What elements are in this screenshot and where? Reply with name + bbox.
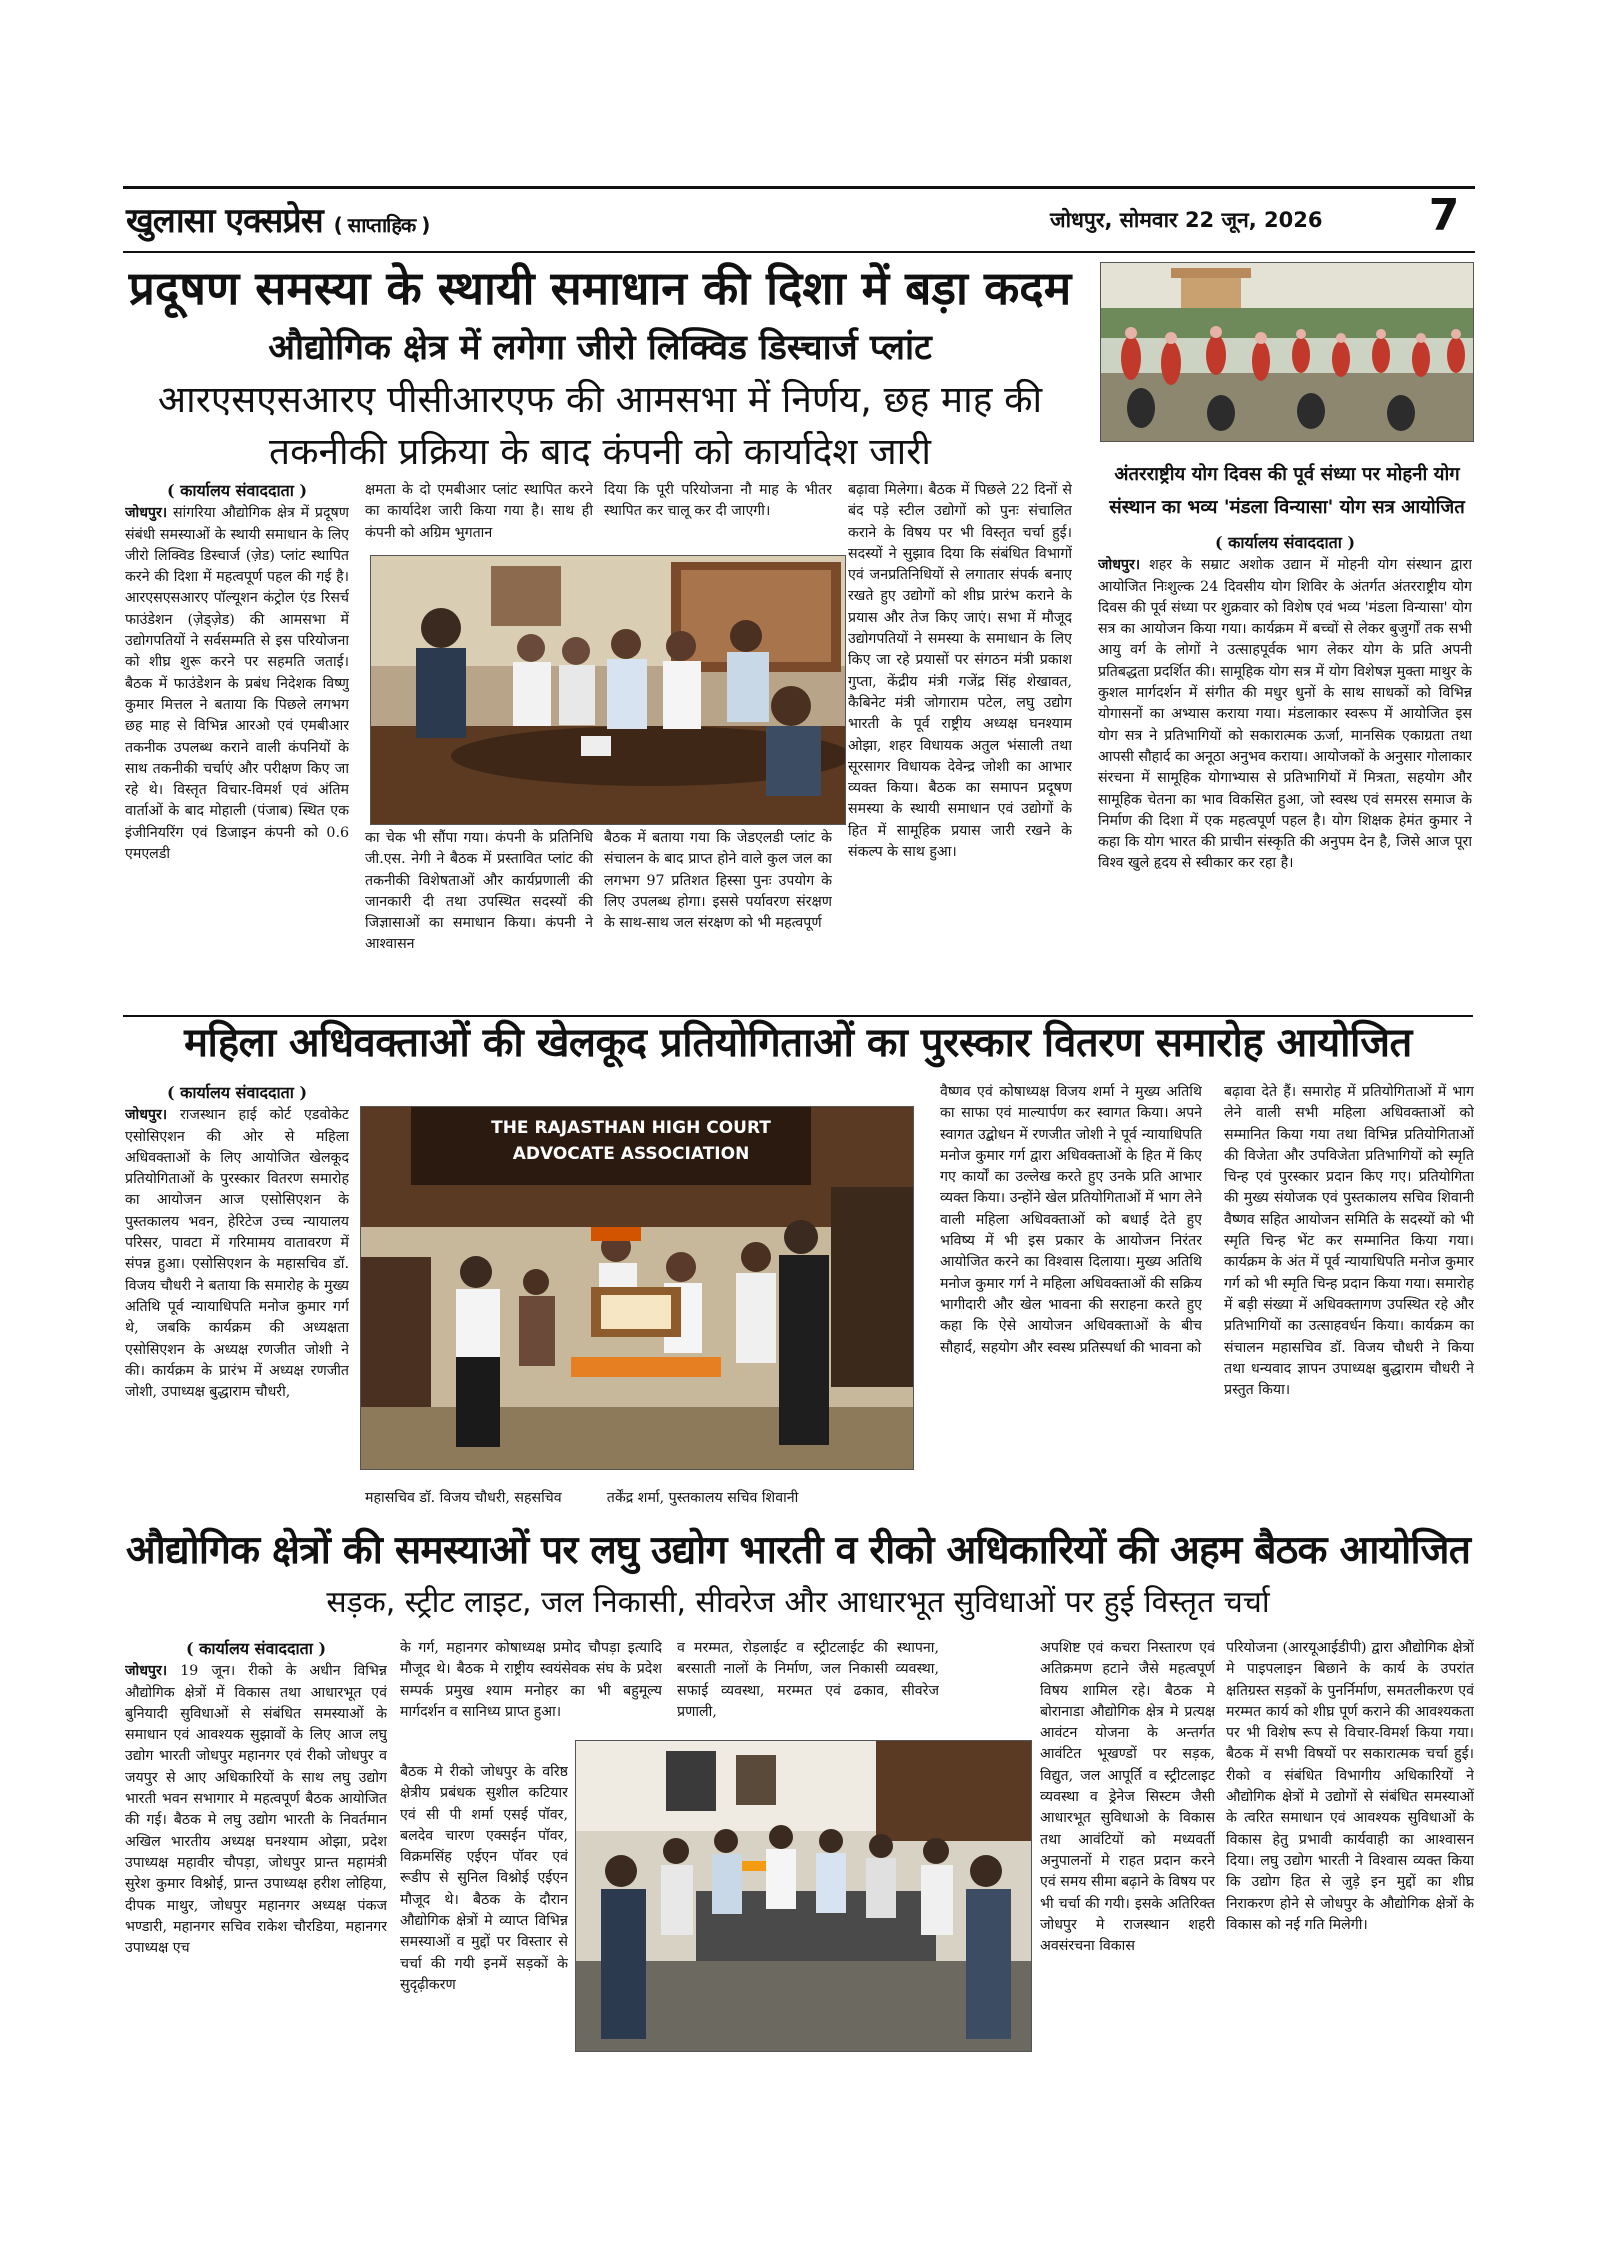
story3-byline: ( कार्यालय संवाददाता ) bbox=[166, 1083, 308, 1102]
photo-banner-line-2: ADVOCATE ASSOCIATION bbox=[512, 1144, 750, 1164]
story1-subheadline-1: औद्योगिक क्षेत्र में लगेगा जीरो लिक्विड डिस्चार्ज प्लांट bbox=[268, 328, 932, 368]
story2-body bbox=[1098, 532, 1472, 964]
story3-column-5: बढ़ावा देते हैं। समारोह में प्रतियोगिताओं में भाग लेने वाली सभी महिला अधिवक्ताओं को सम्मानित किया गया तथा विभिन्न प्रतियोगिताओं की विजेता और उपविजेता प्रतिभागियों को स्मृति चिन्ह एवं पुरस्कार प्रदान किए गए। प्रतियोगिता की मुख्य संयोजक एवं पुस्तकालय सचिव शिवानी वैष्णव सहित आयोजन समिति के सदस्यों को भी स्मृति चिन्ह भेंट कर सम्मानित किया गया। कार्यक्रम के अंत में पूर्व न्यायाधिपति मनोज कुमार गर्ग को भी स्मृति चिन्ह प्रदान किया गया। समारोह में बड़ी संख्या में अधिवक्तागण उपस्थित रहे और प्रतिभागियों का उत्साहवर्धन किया। कार्यक्रम का संचालन महासचिव डॉ. विजय चौधरी ने किया तथा धन्यवाद ज्ञापन उपाध्यक्ष बुद्धाराम चौधरी ने प्रस्तुत किया। bbox=[1224, 1084, 1474, 1399]
dateline: जोधपुर, सोमवार 22 जून, 2026 bbox=[1050, 208, 1323, 232]
paper-name: खुलासा एक्सप्रेस bbox=[126, 201, 323, 241]
yoga-photo-illustration bbox=[1101, 263, 1473, 441]
yoga-caption bbox=[1098, 458, 1476, 524]
story4-column-3-top: व मरम्मत, रोड़लाईट व स्ट्रीटलाईट की स्थापना, बरसाती नालों के निर्माण, जल निकासी व्यवस्था, सफाई व्यवस्था, मरम्मत एवं ढकाव, सीवरेज प्रणाली, bbox=[677, 1640, 939, 1720]
story1-col1-text: सांगरिया औद्योगिक क्षेत्र में प्रदूषण संबंधी समस्याओं के स्थायी समाधान के लिए जीरो लिक्विड डिस्चार्ज (ज़ेड) प्लांट स्थापित करने की दिशा में महत्वपूर्ण पहल की गई है। आरएसएसआरए पॉल्यूशन कंट्रोल एंड रिसर्च फाउंडेशन (ज़ेड्ज़ेड) की आमसभा में उद्योगपतियों ने सर्वसम्मति से इस परियोजना को शीघ्र शुरू करने पर सहमति जताई। बैठक में फाउंडेशन के प्रबंध निदेशक विष्णु कुमार मित्तल ने बताया कि पिछले लगभग छह माह से विभिन्न आरओ एवं एमबीआर तकनीक उपलब्ध कराने वाली कंपनियों के साथ तकनीकी चर्चाएं और परीक्षण किए जा रहे थे। विस्तृत विचार-विमर्श एवं अंतिम वार्ताओं के बाद मोहाली (पंजाब) स्थित एक इंजीनियरिंग एवं डिजाइन कंपनी को 0.6 एमएलडी bbox=[125, 505, 349, 863]
story1-column-4: बढ़ावा मिलेगा। बैठक में पिछले 22 दिनों से बंद पड़े स्टील उद्योगों को पुनः संचालित कराने के विषय पर भी विस्तृत चर्चा हुई। सदस्यों ने सुझाव दिया कि संबंधित विभागों एवं जनप्रतिनिधियों से लगातार संपर्क बनाए रखते हुए उद्योगों को शीघ्र प्रारंभ कराने के प्रयास और तेज किए जाएं। सभा में मौजूद उद्योगपतियों ने समस्या के समाधान के लिए किए जा रहे प्रयासों पर संगठन मंत्री प्रकाश गुप्ता, केंद्रीय मंत्री गजेंद्र सिंह शेखावत, कैबिनेट मंत्री जोगाराम पटेल, लघु उद्योग भारती के पूर्व राष्ट्रीय अध्यक्ष घनश्याम ओझा, शहर विधायक अतुल भंसाली तथा सूरसागर विधायक देवेन्द्र जोशी का आभार व्यक्त किया। बैठक का समापन प्रदूषण समस्या के स्थायी समाधान एवं उद्योगों के हित में सामूहिक प्रयास जारी रखने के संकल्प के साथ हुआ। bbox=[848, 482, 1072, 861]
story3-column-1 bbox=[125, 1082, 349, 1514]
story4-subheadline: सड़क, स्ट्रीट लाइट, जल निकासी, सीवरेज और आधारभूत सुविधाओं पर हुई विस्तृत चर्चा bbox=[326, 1585, 1270, 1620]
story3-col1-text: राजस्थान हाई कोर्ट एडवोकेट एसोसिएशन की ओर से महिला अधिवक्ताओं के लिए आयोजित खेलकूद प्रतियोगिताओं के पुरस्कार वितरण समारोह का आयोजन आज एसोसिएशन के पुस्तकालय भवन, हेरिटेज उच्च न्यायालय परिसर, पावटा में गरिमामय वातावरण में संपन्न हुआ। एसोसिएशन के महासचिव डॉ. विजय चौधरी ने बताया कि समारोह के मुख्य अतिथि पूर्व न्यायाधिपति मनोज कुमार गर्ग थे, जबकि कार्यक्रम की अध्यक्षता एसोसिएशन के अध्यक्ष रणजीत जोशी ने की। कार्यक्रम के प्रारंभ में अध्यक्ष रणजीत जोशी, उपाध्यक्ष बुद्धाराम चौधरी, bbox=[125, 1107, 349, 1401]
story4-column-1 bbox=[125, 1638, 387, 2044]
masthead-title bbox=[126, 196, 429, 242]
story4-headline: औद्योगिक क्षेत्रों की समस्याओं पर लघु उद्योग भारती व रीको अधिकारियों की अहम बैठक आयोजित bbox=[125, 1528, 1471, 1573]
meeting-photo-illustration bbox=[371, 556, 845, 824]
photo-banner-line-1: THE RAJASTHAN HIGH COURT bbox=[491, 1118, 771, 1138]
story1-column-2-bottom: का चेक भी सौंपा गया। कंपनी के प्रतिनिधि जी.एस. नेगी ने बैठक में प्रस्तावित प्लांट की तकनीकी विशेषताओं और कार्यप्रणाली की जानकारी दी तथा उपस्थित सदस्यों की जिज्ञासाओं का समाधान किया। कंपनी ने आश्वासन bbox=[365, 830, 593, 953]
yoga-caption-line-1: अंतरराष्ट्रीय योग दिवस की पूर्व संध्या पर मोहनी योग bbox=[1114, 464, 1460, 485]
story4-column-2-bottom: बैठक मे रीको जोधपुर के वरिष्ठ क्षेत्रीय प्रबंधक सुशील कटियार एवं सी पी शर्मा एसई पॉवर, बलदेव चारण एक्सईन पॉवर, विक्रमसिंह एईएन पॉवर एवं रूडीप से सुनिल विश्नोई एईएन मौजूद थे। बैठक के दौरान औद्योगिक क्षेत्रों मे व्याप्त विभिन्न समस्याओं व मुद्दों पर विस्तार से चर्चा की गयी इनमें सड़कों के सुदृढ़ीकरण bbox=[400, 1764, 568, 1993]
story4-place: जोधपुर। bbox=[125, 1663, 168, 1680]
story3-headline: महिला अधिवक्ताओं की खेलकूद प्रतियोगिताओं का पुरस्कार वितरण समारोह आयोजित bbox=[184, 1020, 1412, 1066]
yoga-caption-line-2: संस्थान का भव्य 'मंडला विन्यासा' योग सत्र आयोजित bbox=[1109, 497, 1465, 518]
story4-byline: ( कार्यालय संवाददाता ) bbox=[185, 1639, 327, 1658]
story2-body-text: शहर के सम्राट अशोक उद्यान में मोहनी योग संस्थान द्वारा आयोजित निःशुल्क 24 दिवसीय योग शिविर के अंतर्गत अंतरराष्ट्रीय योग दिवस की पूर्व संध्या पर शुक्रवार को विशेष एवं भव्य 'मंडला विन्यासा' योग सत्र का आयोजन किया गया। कार्यक्रम में बच्चों से लेकर बुजुर्गों तक सभी आयु वर्ग के लोगों ने उत्साहपूर्वक भाग लेकर योग के प्रति अपनी प्रतिबद्धता प्रदर्शित की। सामूहिक योग सत्र में योग विशेषज्ञ मुक्ता माथुर के कुशल मार्गदर्शन में संगीत की मधुर धुनों के साथ साधकों को विभिन्न योगासनों का अभ्यास कराया गया। मंडलाकार स्वरूप में आयोजित इस योग सत्र ने प्रतिभागियों को सकारात्मक ऊर्जा, मानसिक एकाग्रता तथा आपसी सौहार्द का अनूठा अनुभव कराया। आयोजकों के अनुसार गोलाकार संरचना में सामूहिक योगाभ्यास से प्रतिभागियों में मित्रता, सहयोग और सामूहिक चेतना का भाव विकसित हुआ, जो स्वस्थ एवं समरस समाज के निर्माण की दिशा में एक महत्वपूर्ण पहल है। योग शिक्षक हेमंत कुमार ने कहा कि योग भारत की प्राचीन संस्कृति की अनुपम देन है, जिसे आज पूरा विश्व खुले हृदय से स्वीकार कर रहा है। bbox=[1098, 557, 1472, 872]
story4-meeting-photo bbox=[575, 1740, 1032, 2052]
page-number: 7 bbox=[1428, 190, 1460, 241]
story3-award-photo bbox=[360, 1106, 914, 1470]
story1-meeting-photo bbox=[370, 555, 846, 825]
story3-place: जोधपुर। bbox=[125, 1107, 168, 1124]
story1-byline: ( कार्यालय संवाददाता ) bbox=[166, 481, 308, 500]
story1-subheadline-3: तकनीकी प्रक्रिया के बाद कंपनी को कार्यादेश जारी bbox=[269, 430, 931, 473]
photo-banner bbox=[481, 1115, 781, 1167]
story1-headline: प्रदूषण समस्या के स्थायी समाधान की दिशा में बड़ा कदम bbox=[128, 261, 1072, 315]
story1-column-3-bottom: बैठक में बताया गया कि जेडएलडी प्लांट के संचालन के बाद प्राप्त होने वाले कुल जल का लगभग 97 प्रतिशत हिस्सा पुनः उपयोग के लिए उपलब्ध होगा। इससे पर्यावरण संरक्षण के साथ-साथ जल संरक्षण को भी महत्वपूर्ण bbox=[604, 830, 832, 932]
story3-column-4: वैष्णव एवं कोषाध्यक्ष विजय शर्मा ने मुख्य अतिथि का साफा एवं माल्यार्पण कर स्वागत किया। अपने स्वागत उद्बोधन में रणजीत जोशी ने पूर्व न्यायाधिपति मनोज कुमार गर्ग द्वारा अधिवक्ताओं के हित में किए गए कार्यों का उल्लेख करते हुए उनके प्रति आभार व्यक्त किया। उन्होंने खेल प्रतियोगिताओं में भाग लेने वाली महिला अधिवक्ताओं को बधाई देते हुए भविष्य में भी इस प्रकार के आयोजन निरंतर आयोजित करने का विश्वास दिलाया। मुख्य अतिथि मनोज कुमार गर्ग ने महिला अधिवक्ताओं की सक्रिय भागीदारी और खेल भावना की सराहना करते हुए कहा कि ऐसे आयोजन अधिवक्ताओं के बीच सौहार्द, सहयोग और स्वस्थ प्रतिस्पर्धा की भावना को bbox=[940, 1084, 1202, 1356]
story1-column-3-top: दिया कि पूरी परियोजना नौ माह के भीतर स्थापित कर चालू कर दी जाएगी। bbox=[604, 482, 832, 520]
paper-type: ( साप्ताहिक ) bbox=[333, 213, 430, 237]
story1-column-1 bbox=[125, 480, 349, 964]
story4-column-4: अपशिष्ट एवं कचरा निस्तारण एवं अतिक्रमण हटाने जैसे महत्वपूर्ण विषय शामिल रहे। बैठक मे बोरानाडा औद्योगिक क्षेत्र मे प्रत्यक्ष आवंटन योजना के अन्तर्गत आवंटित भूखण्डों पर सड़क, विद्युत, जल आपूर्ति व स्ट्रीटलाइट व्यवस्था व ड्रेनेज सिस्टम जैसी आधारभूत सुविधाओ के विकास तथा आवंटियों को मध्यवर्ती अनुपालनों मे राहत प्रदान करने एवं समय सीमा बढ़ाने के विषय पर भी चर्चा की गयी। इसके अतिरिक्त जोधपुर मे राजस्थान शहरी अवसंरचना विकास bbox=[1040, 1640, 1215, 1955]
story1-column-2-top: क्षमता के दो एमबीआर प्लांट स्थापित करने का कार्यादेश जारी किया गया है। साथ ही कंपनी को अग्रिम भुगतान bbox=[365, 482, 593, 541]
story4-column-2-top: के गर्ग, महानगर कोषाध्यक्ष प्रमोद चौपड़ा इत्यादि मौजूद थे। बैठक मे राष्ट्रीय स्वयंसेवक संघ के प्रदेश सम्पर्क प्रमुख श्याम मनोहर का भी बहुमूल्य मार्गदर्शन व सानिध्य प्राप्त हुआ। bbox=[400, 1640, 662, 1720]
story3-below-photo: महासचिव डॉ. विजय चौधरी, सहसचिव तर्केंद्र शर्मा, पुस्तकालय सचिव शिवानी bbox=[365, 1490, 799, 1506]
story1-place: जोधपुर। bbox=[125, 505, 168, 522]
story4-col1-text: 19 जून। रीको के अधीन विभिन्न औद्योगिक क्षेत्रों में विकास तथा आधारभूत एवं बुनियादी सुविधाओं से संबंधित समस्याओं के समाधान एवं आवश्यक सुझावों के लिए आज लघु उद्योग भारती जोधपुर महानगर एवं रीको जोधपुर व जयपुर से आए अधिकारियों के साथ लघु उद्योग भारती भवन सभागार मे महत्वपूर्ण बैठक आयोजित की गई। बैठक मे लघु उद्योग भारती के निवर्तमान अखिल भारतीय अध्यक्ष घनश्याम ओझा, प्रदेश उपाध्यक्ष महावीर चौपड़ा, जोधपुर प्रान्त महामंत्री सुरेश कुमार विश्नोई, प्रान्त उपाध्यक्ष हरीश लोहिया, दीपक माथुर, जोधपुर महानगर अध्यक्ष पंकज भण्डारी, महानगर सचिव राकेश चौरडिया, महानगर उपाध्यक्ष एच bbox=[125, 1663, 387, 1957]
story2-place: जोधपुर। bbox=[1098, 557, 1141, 574]
story1-subheadline-2: आरएसएसआरए पीसीआरएफ की आमसभा में निर्णय, छह माह की bbox=[157, 378, 1043, 421]
yoga-photo bbox=[1100, 262, 1474, 442]
story4-column-5: परियोजना (आरयूआईडीपी) द्वारा औद्योगिक क्षेत्रों मे पाइपलाइन बिछाने के कार्य के उपरांत क्षतिग्रस्त सड़कों के पुनर्निर्माण, समतलीकरण एवं मरम्मत कार्य को शीघ्र पूर्ण कराने की आवश्यकता पर भी विशेष रूप से विचार-विमर्श किया गया। बैठक में सभी विषयों पर सकारात्मक चर्चा हुई। रीको व संबंधित विभागीय अधिकारियों ने औद्योगिक क्षेत्रों मे उद्योगों से संबंधित समस्याओं के त्वरित समाधान एवं आवश्यक सुविधाओं के विकास हेतु प्रभावी कार्यवाही का आश्वासन दिया। लघु उद्योग भारती ने विश्वास व्यक्त किया कि उद्योग हित से जुड़े इन मुद्दों का शीघ्र निराकरण होने से जोधपुर के औद्योगिक क्षेत्रों के विकास को नई गति मिलेगी। bbox=[1226, 1640, 1474, 1933]
story2-byline: ( कार्यालय संवाददाता ) bbox=[1214, 533, 1356, 552]
riico-meeting-illustration bbox=[576, 1741, 1031, 2051]
